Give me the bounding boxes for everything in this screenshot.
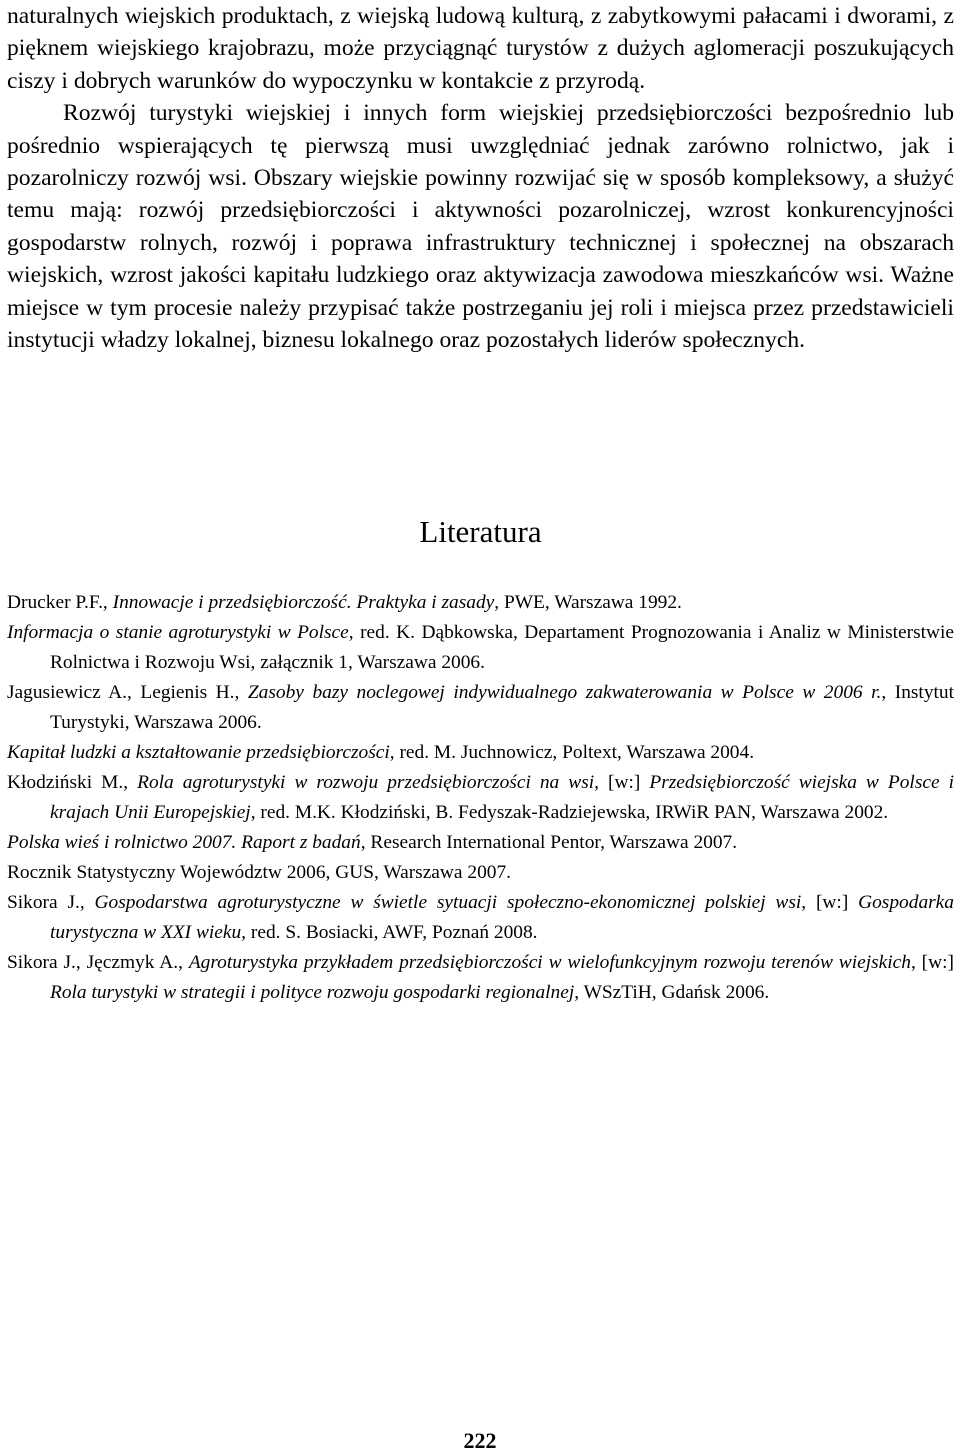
reference-title: Informacja o stanie agroturystyki w Polsce bbox=[7, 622, 349, 643]
reference-title: Innowacje i przedsiębiorczość. Praktyka i zasady bbox=[112, 592, 495, 613]
paragraph: naturalnych wiejskich produktach, z wiejską ludową kulturą, z zabytkowymi pałacami i dworami, z pięknem wiejskiego krajobrazu, może przyciągnąć turystów z dużych aglomeracji poszukujących ciszy i dobrych warunków do wypoczynku w kontakcie z przyrodą. bbox=[7, 3, 954, 94]
reference-item bbox=[7, 888, 954, 948]
reference-item bbox=[7, 828, 954, 858]
reference-connector: [w:] bbox=[598, 772, 650, 793]
reference-item bbox=[7, 858, 954, 888]
section-heading: Literatura bbox=[419, 514, 542, 549]
reference-connector: , [w:] bbox=[910, 952, 954, 973]
page bbox=[7, 0, 954, 1003]
reference-item bbox=[7, 948, 954, 1008]
reference-author: Rocznik Statystyczny Województw 2006, GUS, Warszawa 2007. bbox=[7, 862, 512, 883]
reference-author: Sikora J., bbox=[7, 892, 95, 913]
paragraph: Rozwój turystyki wiejskiej i innych form wiejskiej przedsiębiorczości bezpośrednio lub pośrednio wspierających tę pierwszą musi uwzględniać jednak zarówno rolnictwo, jak i pozarolniczy rozwój wsi. Obszary wiejskie powinny rozwijać się w sposób kompleksowy, a służyć temu mają: rozwój przedsiębiorczości i aktywności pozarolniczej, wzrost konkurencyjności gospodarstw rolnych, rozwój i poprawa infrastruktury technicznej i społecznej na obszarach wiejskich, wzrost jakości kapitału ludzkiego oraz aktywizacja zawodowa mieszkańców wsi. Ważne miejsce w tym procesie należy przypisać także postrzeganiu jej roli i miejsca przez przedstawicieli instytucji władzy lokalnej, biznesu lokalnego oraz pozostałych liderów społecznych. bbox=[7, 100, 954, 354]
reference-item bbox=[7, 618, 954, 678]
reference-details: , red. M.K. Kłodziński, B. Fedyszak-Radziejewska, IRWiR PAN, Warszawa 2002. bbox=[250, 802, 889, 823]
reference-details: , Research International Pentor, Warszawa 2007. bbox=[360, 832, 738, 853]
reference-connector: , [w:] bbox=[801, 892, 859, 913]
reference-item bbox=[7, 738, 954, 768]
reference-list bbox=[7, 588, 954, 1008]
reference-source-title: Rola turystyki w strategii i polityce rozwoju gospodarki regionalnej bbox=[50, 982, 575, 1003]
body-text bbox=[7, 0, 954, 356]
reference-title: Kapitał ludzki a kształtowanie przedsiębiorczości bbox=[7, 742, 390, 763]
reference-author: Kłodziński M., bbox=[7, 772, 138, 793]
reference-source-title: Przedsiębiorczość wiejska w Polsce i krajach Unii Europejskiej bbox=[50, 772, 954, 823]
reference-details: , red. M. Juchnowicz, Poltext, Warszawa 2004. bbox=[389, 742, 755, 763]
reference-title: Agroturystyka przykładem przedsiębiorczości w wielofunkcyjnym rozwoju terenów wiejskich bbox=[188, 952, 911, 973]
reference-title: Rola agroturystyki w rozwoju przedsiębiorczości na wsi, bbox=[137, 772, 599, 793]
reference-item bbox=[7, 678, 954, 738]
reference-title: Gospodarstwa agroturystyczne w świetle sytuacji społeczno-ekonomicznej polskiej wsi bbox=[94, 892, 802, 913]
reference-title: Zasoby bazy noclegowej indywidualnego zakwaterowania w Polsce w 2006 r. bbox=[247, 682, 882, 703]
reference-source-title: Gospodarka turystyczna w XXI wieku, bbox=[50, 892, 954, 943]
reference-details: , red. K. Dąbkowska, Departament Prognozowania i Analiz w Ministerstwie Rolnictwa i Rozwoju Wsi, załącznik 1, Warszawa 2006. bbox=[50, 622, 954, 673]
page-number: 222 bbox=[463, 1428, 497, 1453]
reference-details: , PWE, Warszawa 1992. bbox=[494, 592, 682, 613]
reference-details: red. S. Bosiacki, AWF, Poznań 2008. bbox=[246, 922, 538, 943]
reference-author: Drucker P.F., bbox=[7, 592, 113, 613]
reference-details: , Instytut Turystyki, Warszawa 2006. bbox=[50, 682, 954, 733]
reference-author: Sikora J., Jęczmyk A., bbox=[7, 952, 189, 973]
reference-author: Jagusiewicz A., Legienis H., bbox=[7, 682, 248, 703]
reference-title: Polska wieś i rolnictwo 2007. Raport z badań bbox=[7, 832, 361, 853]
reference-item bbox=[7, 588, 954, 618]
reference-details: , WSzTiH, Gdańsk 2006. bbox=[574, 982, 770, 1003]
reference-item bbox=[7, 768, 954, 828]
